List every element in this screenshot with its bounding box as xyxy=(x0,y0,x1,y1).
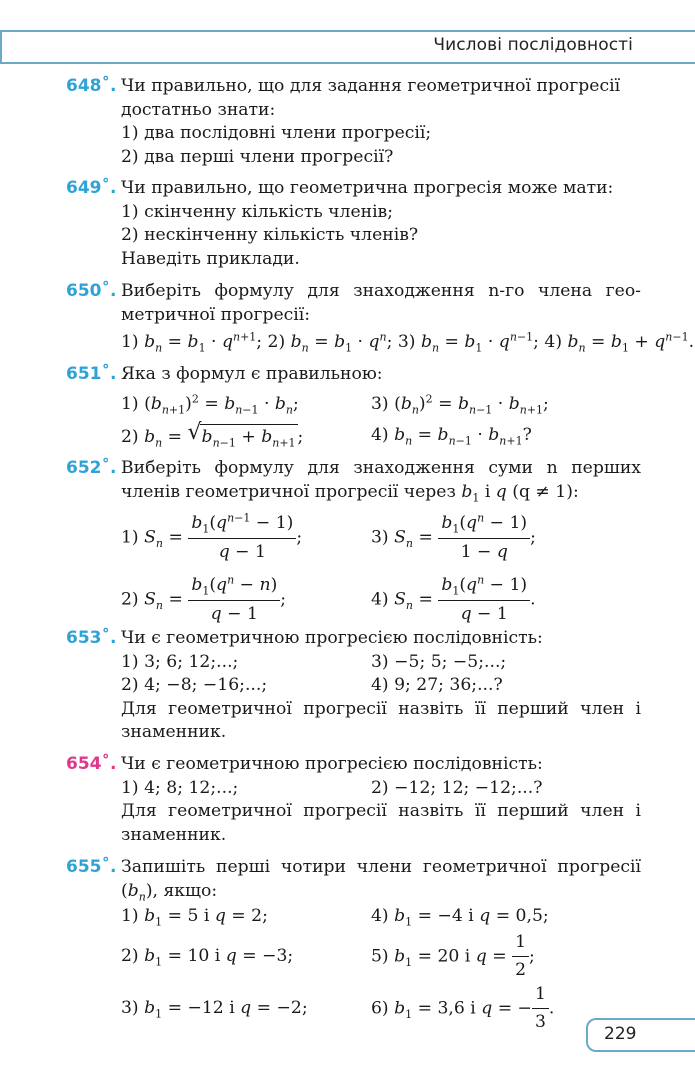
text-line: Для геометричної прогресії назвіть її перший член і xyxy=(121,801,641,821)
text-line: Наведіть приклади. xyxy=(121,248,300,269)
option-line xyxy=(121,651,641,675)
option: 3) −5; 5; −5;...; xyxy=(371,651,507,672)
problem-number: 654˚. xyxy=(66,754,117,774)
formula-line: 1) $b_n = b_1 \cdot q^{n+1}$; 2) $b_n = b_1 \cdot q^n$; 3) $b_n = b_1 \cdot q^{n-1}$; 4) $b_n = b_1 + q^{n-1}$. xyxy=(121,330,695,355)
problem-number: 655˚. xyxy=(66,857,117,877)
formula-line: 1) $(b_{n+1})^2 = b_{n-1} \cdot b_n$; 3) $(b_n)^2 = b_{n-1} \cdot b_{n+1}$; xyxy=(121,391,549,416)
option: 1) 3; 6; 12;...; xyxy=(121,651,239,672)
text-line: 2) нескінченну кількість членів? xyxy=(121,225,419,245)
text-line: Запишіть перші чотири члени геометричної прогресії xyxy=(121,857,641,877)
problem-number: 648˚. xyxy=(66,76,117,96)
text-line: Виберіть формулу для знаходження суми n перших xyxy=(121,458,641,478)
formula-line: 2) $b_1 = 10$ і q = −3; 5) $b_1 = 20$ і q = $\frac{1}{2}$ ; xyxy=(121,931,535,980)
page-number-box xyxy=(586,1018,695,1052)
text-line: 1) два послідовні члени прогресії; xyxy=(121,123,432,143)
text-line: $(b_n)$, якщо: xyxy=(121,880,218,903)
text-line: членів геометричної прогресії через $b_1$ і q (q ≠ 1): xyxy=(121,481,579,504)
option-line xyxy=(121,674,641,698)
option: 2) −12; 12; −12;...? xyxy=(371,777,543,798)
text-line: знаменник. xyxy=(121,824,227,845)
problem-number: 653˚. xyxy=(66,628,117,648)
option: 4) 9; 27; 36;...? xyxy=(371,675,503,695)
page-number: 229 xyxy=(604,1024,637,1044)
text-line: знаменник. xyxy=(121,722,227,742)
formula-line: 3) $b_1 = -12$ і q = −2; 6) $b_1 = 3,6$ і q = − $\frac{1}{3}$ . xyxy=(121,983,555,1032)
text-line: 1) скінченну кількість членів; xyxy=(121,201,394,222)
problem-number: 649˚. xyxy=(66,178,117,198)
text-line: метричної прогресії: xyxy=(121,304,311,325)
text-line: Яка з формул є правильною: xyxy=(121,364,383,384)
formula-line: 1) $S_n$ = $\frac{b_1(q^{n-1} - 1)}{q - 1}$ ; 3) $S_n$ = $\frac{b_1(q^n - 1)}{1 - q}$ ; xyxy=(121,511,536,562)
problem-number: 651˚. xyxy=(66,364,117,384)
formula-line: 1) $b_1 = 5$ і q = 2; 4) $b_1 = -4$ і q = 0,5; xyxy=(121,906,549,929)
text-line: Виберіть формулу для знаходження n-го члена гео- xyxy=(121,281,641,301)
page-header-title: Числові послідовності xyxy=(433,35,633,55)
text-line: Чи є геометричною прогресією послідовність: xyxy=(121,628,543,648)
option: 2) 4; −8; −16;...; xyxy=(121,675,268,695)
option-line xyxy=(121,777,641,801)
text-line: Чи є геометричною прогресією послідовність: xyxy=(121,754,543,774)
text-line: Чи правильно, що геометрична прогресія може мати: xyxy=(121,178,614,198)
option: 1) 4; 8; 12;...; xyxy=(121,777,239,798)
text-line: Для геометричної прогресії назвіть її перший член і xyxy=(121,698,641,719)
problem-number: 652˚. xyxy=(66,458,117,478)
formula-line: 2) $S_n$ = $\frac{b_1(q^n - n)}{q - 1}$ ; 4) $S_n$ = $\frac{b_1(q^n - 1)}{q - 1}$ . xyxy=(121,573,536,624)
text-line: Чи правильно, що для задання геометричної прогресії xyxy=(121,76,621,96)
problem-number: 650˚. xyxy=(66,281,117,301)
formula-line: 2) $b_n$ = √ $b_{n-1} + b_{n+1}$ ; 4) $b_n = b_{n-1} \cdot b_{n+1}$? xyxy=(121,420,532,450)
text-line: достатньо знати: xyxy=(121,99,276,120)
text-line: 2) два перші члени прогресії? xyxy=(121,146,394,167)
